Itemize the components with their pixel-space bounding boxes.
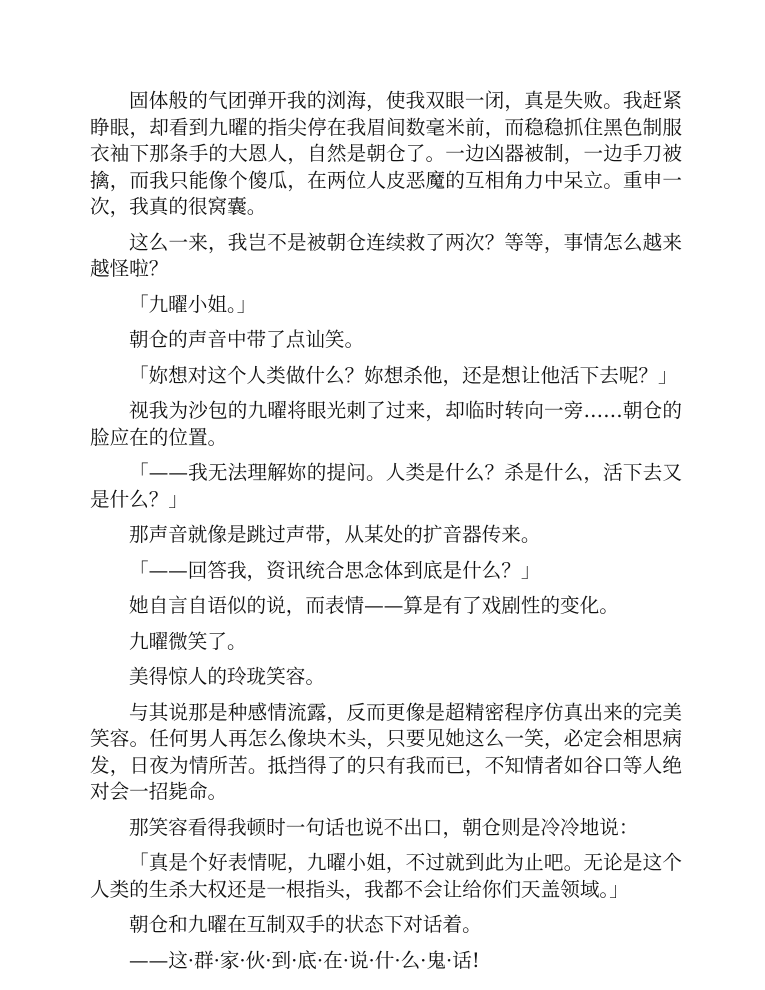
paragraph: 那声音就像是跳过声带，从某处的扩音器传来。 (129, 523, 541, 546)
paragraph: 朝仓和九曜在互制双手的状态下对话着。 (129, 913, 482, 936)
paragraph: 固体般的气团弹开我的浏海，使我双眼一闭，真是失败。我赶紧睁眼，却看到九曜的指尖停在我眉间数毫米前，而稳稳抓住黑色制服衣袖下那条手的大恩人，自然是朝仓了。一边凶器被制，一边手刀被擒，而我只能像个傻瓜，在两位人皮恶魔的互相角力中呆立。重申一次，我真的很窝囊。 (90, 89, 682, 218)
paragraph: 九曜微笑了。 (129, 629, 247, 653)
paragraph: 「九曜小姐。」 (129, 292, 257, 316)
book-page-text (90, 88, 682, 974)
paragraph: 「——回答我，资讯统合思念体到底是什么？」 (129, 558, 541, 582)
paragraph: 视我为沙包的九曜将眼光刺了过来，却临时转向一旁……朝仓的脸应在的位置。 (90, 399, 682, 449)
paragraph: 她自言自语似的说，而表情——算是有了戏剧性的变化。 (129, 594, 619, 617)
paragraph: 朝仓的声音中带了点讪笑。 (129, 328, 365, 351)
paragraph: 「——我无法理解妳的提问。人类是什么？杀是什么，活下去又是什么？」 (90, 461, 682, 511)
paragraph: 那笑容看得我顿时一句话也说不出口，朝仓则是冷冷地说： (129, 815, 639, 839)
paragraph: ——这·群·家·伙·到·底·在·说·什·么·鬼·话! (129, 948, 480, 972)
paragraph: 美得惊人的玲珑笑容。 (129, 665, 325, 688)
paragraph: 与其说那是种感情流露，反而更像是超精密程序仿真出来的完美笑容。任何男人再怎么像块木头，只要见她这么一笑，必定会相思病发，日夜为情所苦。抵挡得了的只有我而已，不知情者如谷口等人绝对会一招毙命。 (90, 700, 682, 803)
paragraph: 「真是个好表情呢，九曜小姐，不过就到此为止吧。无论是这个人类的生杀大权还是一根指头，我都不会让给你们天盖领域。」 (90, 851, 682, 901)
paragraph: 这么一来，我岂不是被朝仓连续救了两次？等等，事情怎么越来越怪啦？ (90, 230, 682, 280)
paragraph: 「妳想对这个人类做什么？妳想杀他，还是想让他活下去呢？」 (129, 363, 678, 387)
